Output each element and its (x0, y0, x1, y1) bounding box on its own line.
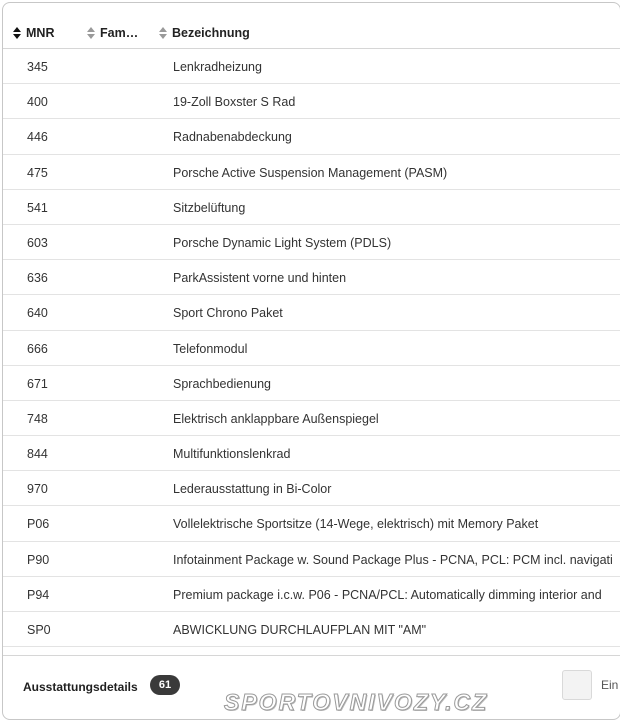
table-row[interactable] (3, 331, 620, 366)
cell-bezeichnung: Lenkradheizung (173, 60, 262, 74)
cell-mnr: 475 (27, 165, 48, 180)
cell-mnr: 636 (27, 271, 48, 286)
cell-bezeichnung: 19-Zoll Boxster S Rad (173, 95, 296, 110)
column-header-mnr[interactable] (13, 26, 54, 40)
cell-bezeichnung: Vollelektrische Sportsitze (14-Wege, elektrisch) mit Memory Paket (173, 517, 539, 532)
cell-bezeichnung: Sitzbelüftung (173, 200, 246, 215)
table-row[interactable] (3, 577, 620, 612)
sort-icon (159, 27, 167, 39)
table-row[interactable] (3, 49, 620, 84)
cell-bezeichnung: Elektrisch anklappbare Außenspiegel (173, 411, 379, 426)
cell-mnr: 345 (27, 60, 48, 74)
cell-bezeichnung: Porsche Active Suspension Management (PASM) (173, 165, 448, 180)
cell-bezeichnung: ABWICKLUNG DURCHLAUFPLAN MIT "AM" (173, 623, 427, 637)
table-body (3, 49, 620, 647)
watermark: SPORTOVNIVOZY.CZ (224, 689, 489, 715)
column-header-family[interactable] (87, 26, 138, 40)
table-row[interactable] (3, 436, 620, 471)
cell-mnr: P90 (27, 552, 50, 567)
column-label-mnr: MNR (26, 26, 55, 40)
table-row[interactable] (3, 366, 620, 401)
equipment-table-panel (2, 2, 620, 720)
cell-bezeichnung: Sport Chrono Paket (173, 306, 283, 321)
table-row[interactable] (3, 119, 620, 154)
table-row[interactable] (3, 506, 620, 541)
table-row[interactable] (3, 612, 620, 647)
table-row[interactable] (3, 295, 620, 330)
toggle-label[interactable]: Ein (601, 678, 619, 692)
cell-bezeichnung: Multifunktionslenkrad (173, 447, 291, 462)
table-row[interactable] (3, 190, 620, 225)
cell-bezeichnung: Telefonmodul (173, 341, 248, 356)
cell-mnr: 666 (27, 341, 48, 356)
cell-bezeichnung: ParkAssistent vorne und hinten (173, 271, 347, 286)
cell-mnr: 748 (27, 411, 48, 426)
cell-bezeichnung: Infotainment Package w. Sound Package Plus - PCNA, PCL: PCM incl. navigati (173, 552, 613, 567)
cell-mnr: P94 (27, 587, 50, 602)
cell-bezeichnung: Sprachbedienung (173, 376, 271, 391)
table-row[interactable] (3, 542, 620, 577)
cell-mnr: 541 (27, 200, 48, 215)
column-label-bezeichnung: Bezeichnung (172, 26, 250, 40)
cell-mnr: 970 (27, 482, 48, 497)
cell-bezeichnung: Lederausstattung in Bi-Color (173, 482, 332, 497)
equipment-details-label: Ausstattungsdetails (23, 680, 138, 694)
sort-icon (13, 27, 21, 39)
table-row[interactable] (3, 260, 620, 295)
cell-bezeichnung: Porsche Dynamic Light System (PDLS) (173, 235, 392, 250)
table-header (3, 18, 620, 49)
toggle-checkbox[interactable] (562, 670, 592, 700)
cell-mnr: 400 (27, 95, 48, 110)
cell-mnr: 640 (27, 306, 48, 321)
table-row[interactable] (3, 471, 620, 506)
column-label-family: Fam… (100, 26, 139, 40)
cell-mnr: SP0 (27, 623, 51, 637)
table-row[interactable] (3, 225, 620, 260)
cell-mnr: P06 (27, 517, 50, 532)
sort-icon (87, 27, 95, 39)
table-row[interactable] (3, 84, 620, 119)
cell-mnr: 603 (27, 235, 48, 250)
cell-mnr: 671 (27, 376, 48, 391)
cell-mnr: 446 (27, 130, 48, 145)
table-row[interactable] (3, 155, 620, 190)
count-badge: 61 (150, 675, 180, 695)
table-row[interactable] (3, 401, 620, 436)
column-header-bezeichnung[interactable] (159, 26, 250, 40)
cell-bezeichnung: Radnabenabdeckung (173, 130, 292, 145)
cell-mnr: 844 (27, 447, 48, 462)
cell-bezeichnung: Premium package i.c.w. P06 - PCNA/PCL: Automatically dimming interior and (173, 587, 602, 602)
